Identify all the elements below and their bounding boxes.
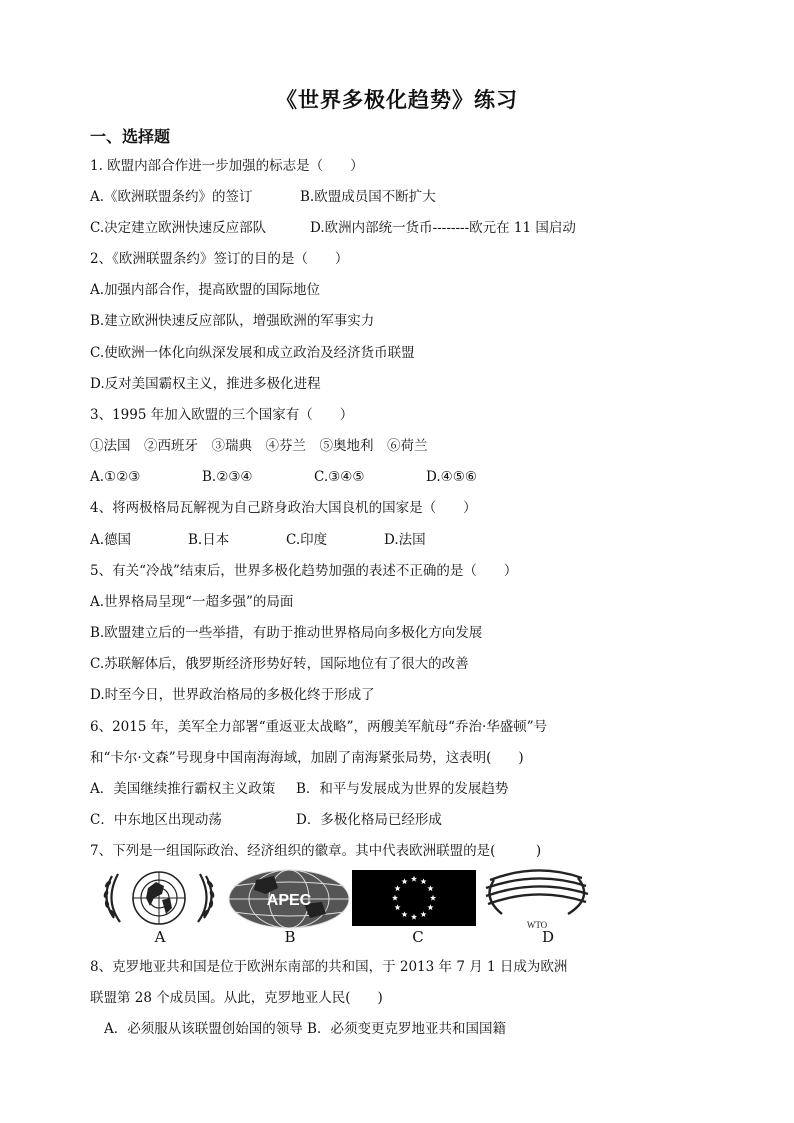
wto-emblem-icon [482,868,592,930]
q1-option-b: B.欧盟成员国不断扩大 [300,189,436,205]
q2-option-d: D.反对美国霸权主义，推进多极化进程 [90,376,321,392]
q6-option-c: C．中东地区出现动荡 [90,812,222,828]
q7-stem: 7、下列是一组国际政治、经济组织的徽章。其中代表欧洲联盟的是( ) [90,843,542,859]
q2-stem: 2、《欧洲联盟条约》签订的目的是（ ） [90,251,349,267]
caption-d: D [541,928,555,946]
q5-option-d: D.时至今日，世界政治格局的多极化终于形成了 [90,687,375,703]
q5-option-c: C.苏联解体后，俄罗斯经济形势好转，国际地位有了很大的改善 [90,656,469,672]
q3-option-c: C.③④⑤ [314,469,365,485]
q4-option-a: A.德国 [90,532,132,548]
apec-text: APEC [266,892,312,909]
emblem-strip [96,868,596,948]
page-title: 《世界多极化趋势》练习 [276,87,518,112]
caption-a: A [154,928,166,946]
q4-option-b: B.日本 [188,532,230,548]
q6-stem-line2: 和“卡尔·文森”号现身中国南海海域，加剧了南海紧张局势，这表明( ) [90,750,524,766]
q1-options-row2 [90,219,576,237]
apec-emblem-icon [226,868,352,930]
q4-option-d: D.法国 [384,532,426,548]
q6-option-d: D．多极化格局已经形成 [296,812,442,828]
q3-option-a: A.①②③ [90,469,141,485]
q1-options-row1 [90,188,436,206]
q3-option-b: B.②③④ [202,469,253,485]
q6-option-a: A．美国继续推行霸权主义政策 [90,781,276,797]
q5-option-b: B.欧盟建立后的一些举措，有助于推动世界格局向多极化方向发展 [90,625,483,641]
q3-items: ①法国 ②西班牙 ③瑞典 ④芬兰 ⑤奥地利 ⑥荷兰 [90,438,428,454]
q5-stem: 5、有关“冷战”结束后，世界多极化趋势加强的表述不正确的是（ ） [90,563,518,579]
q2-option-a: A.加强内部合作，提高欧盟的国际地位 [90,282,321,298]
q2-option-b: B.建立欧洲快速反应部队，增强欧洲的军事实力 [90,313,375,329]
caption-b: B [284,928,296,946]
un-emblem-icon [96,868,222,930]
q2-option-c: C.使欧洲一体化向纵深发展和成立政治及经济货币联盟 [90,345,415,361]
q3-stem: 3、1995 年加入欧盟的三个国家有（ ） [90,407,354,423]
caption-c: C [412,928,424,946]
q4-stem: 4、将两极格局瓦解视为自己跻身政治大国良机的国家是（ ） [90,500,477,516]
q1-option-a: A.《欧洲联盟条约》的签订 [90,189,253,205]
q4-options [90,531,426,549]
q1-stem: 1. 欧盟内部合作进一步加强的标志是（ ） [90,158,364,174]
q6-stem-line1: 6、2015 年，美军全力部署“重返亚太战略”，两艘美军航母“乔治·华盛顿”号 [90,719,548,735]
q8-stem-line1: 8、克罗地亚共和国是位于欧洲东南部的共和国，于 2013 年 7 月 1 日成为欧洲 [90,959,568,975]
q3-option-d: D.④⑤⑥ [426,469,477,485]
q6-option-b: B．和平与发展成为世界的发展趋势 [296,781,509,797]
wto-text: WTO [526,920,548,930]
section-heading: 一、选择题 [90,127,171,146]
q1-option-d: D.欧洲内部统一货币--------欧元在 11 国启动 [310,220,576,236]
q6-options-row1 [90,780,508,798]
q8-stem-line2: 联盟第 28 个成员国。从此，克罗地亚人民( ) [90,990,383,1006]
eu-flag-icon [352,868,478,930]
q1-option-c: C.决定建立欧洲快速反应部队 [90,220,267,236]
q8-options-ab: A．必须服从该联盟创始国的领导 B．必须变更克罗地亚共和国国籍 [104,1021,506,1037]
q3-options [90,468,477,486]
q4-option-c: C.印度 [286,532,328,548]
q6-options-row2 [90,811,442,829]
q5-option-a: A.世界格局呈现“一超多强”的局面 [90,594,294,610]
